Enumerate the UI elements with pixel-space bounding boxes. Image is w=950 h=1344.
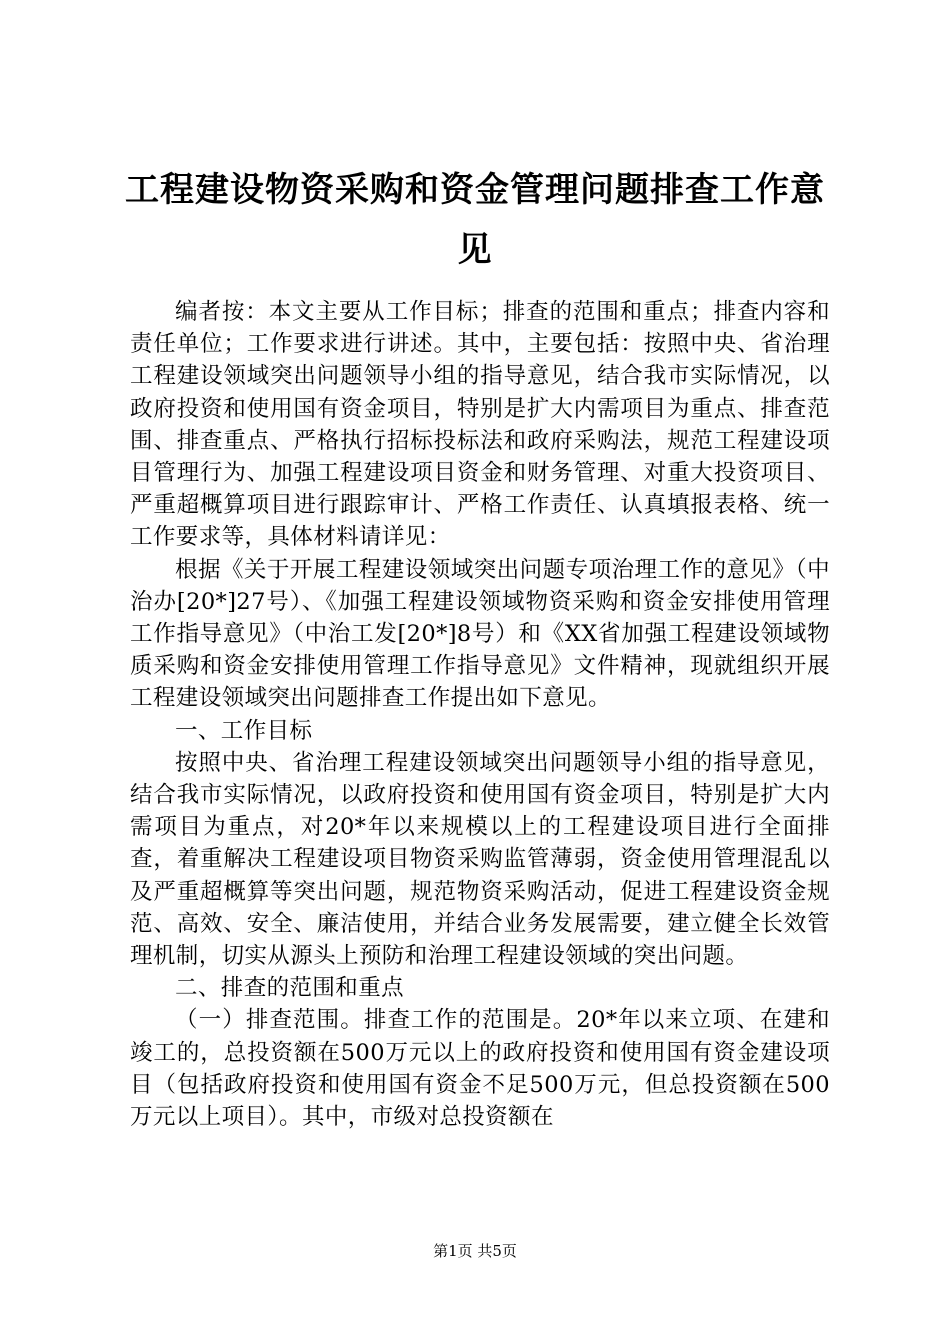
document-title: 工程建设物资采购和资金管理问题排查工作意见 (125, 170, 825, 270)
section-heading-scope: 二、排查的范围和重点 (175, 975, 405, 1002)
work-goal-paragraph: 按照中央、省治理工程建设领域突出问题领导小组的指导意见，结合我市实际情况，以政府投资和使用国有资金项目，特别是扩大内需项目为重点，对20*年以来规模以上的工程建设项目进行全面排查，着重解决工程建设项目物资采购监管薄弱，资金使用管理混乱以及严重超概算等突出问题，规范物资采购活动，促进工程建设资金规范、高效、安全、廉洁使用，并结合业务发展需要，建立健全长效管理机制，切实从源头上预防和治理工程建设领域的突出问题。 (130, 749, 830, 970)
document-body (130, 296, 830, 1133)
section-heading-work-goal: 一、工作目标 (175, 717, 313, 744)
editor-note-paragraph: 编者按：本文主要从工作目标；排查的范围和重点；排查内容和责任单位；工作要求进行讲述。其中，主要包括：按照中央、省治理工程建设领域突出问题领导小组的指导意见，结合我市实际情况，以政府投资和使用国有资金项目，特别是扩大内需项目为重点、排查范围、排查重点、严格执行招标投标法和政府采购法，规范工程建设项目管理行为、加强工程建设项目资金和财务管理、对重大投资项目、严重超概算项目进行跟踪审计、严格工作责任、认真填报表格、统一工作要求等，具体材料请详见： (130, 299, 830, 551)
basis-paragraph: 根据《关于开展工程建设领域突出问题专项治理工作的意见》（中治办[20*]27号）、《加强工程建设领域物资采购和资金安排使用管理工作指导意见》（中治工发[20*]8号）和《XX省加强工程建设领域物质采购和资金安排使用管理工作指导意见》文件精神，现就组织开展工程建设领域突出问题排查工作提出如下意见。 (130, 556, 830, 712)
page-footer: 第1页 共5页 (433, 1242, 517, 1260)
scope-paragraph: （一）排查范围。排查工作的范围是。20*年以来立项、在建和竣工的，总投资额在500万元以上的政府投资和使用国有资金建设项目（包括政府投资和使用国有资金不足500万元，但总投资额在500万元以上项目）。其中，市级对总投资额在 (130, 1007, 830, 1131)
